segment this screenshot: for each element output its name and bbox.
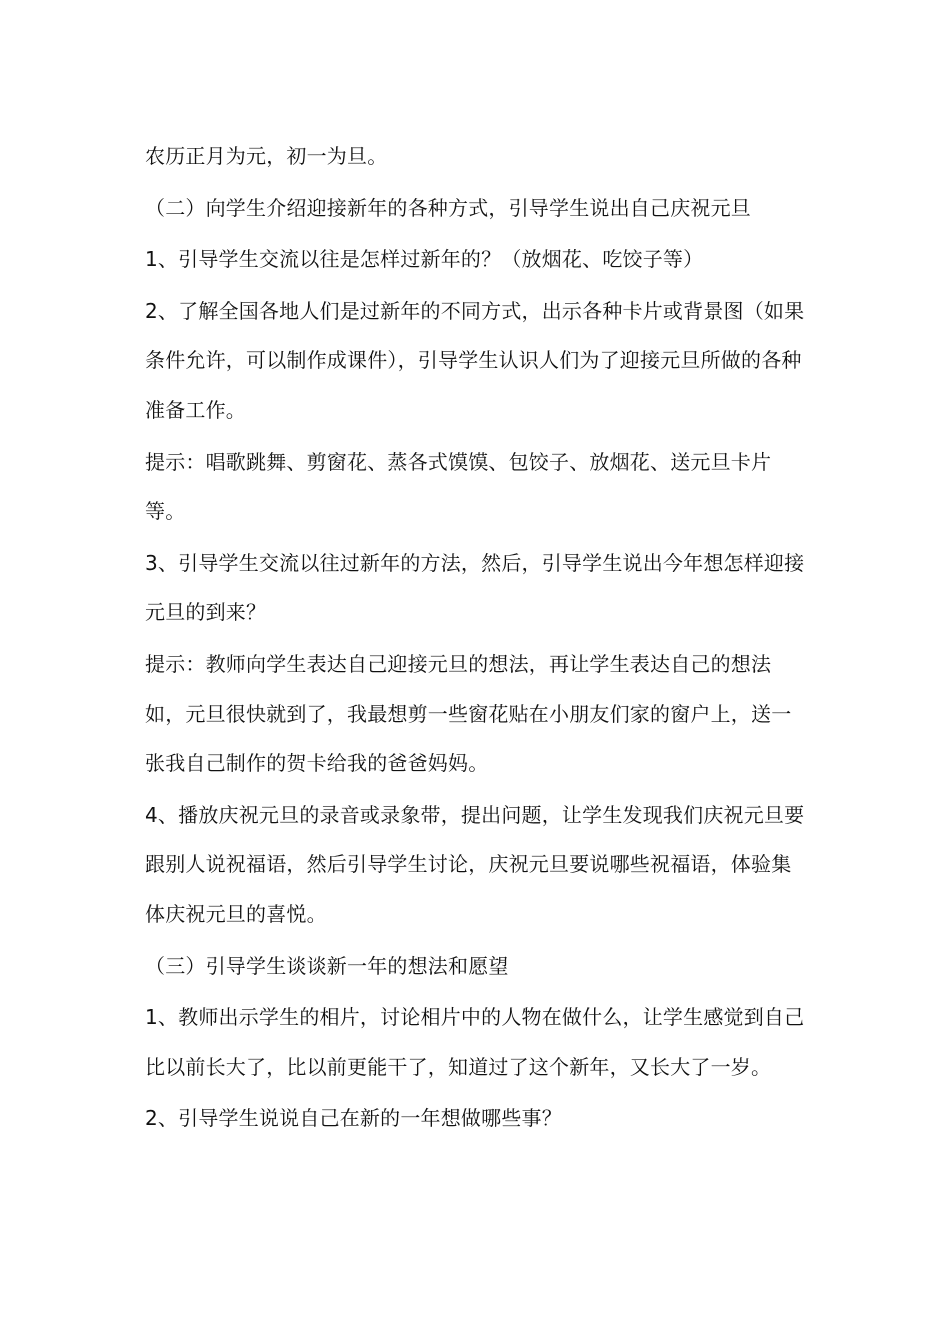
section-heading-3: （三）引导学生谈谈新一年的想法和愿望	[145, 953, 509, 978]
list-item-2: 2、了解全国各地人们是过新年的不同方式，出示各种卡片或背景图（如果条件允许，可以制作成课件），引导学生认识人们为了迎接元旦所做的各种准备工作。	[145, 298, 805, 422]
hint-paragraph-2: 提示：教师向学生表达自己迎接元旦的想法，再让学生表达自己的想法如，元旦很快就到了，我最想剪一些窗花贴在小朋友们家的窗户上，送一张我自己制作的贺卡给我的爸爸妈妈。	[145, 651, 792, 776]
hint-paragraph-1: 提示：唱歌跳舞、剪窗花、蒸各式馍馍、包饺子、放烟花、送元旦卡片等。	[145, 449, 772, 524]
list-item-1: 1、引导学生交流以往是怎样过新年的？（放烟花、吃饺子等）	[145, 247, 704, 272]
list-item-3: 3、引导学生交流以往过新年的方法，然后，引导学生说出今年想怎样迎接元旦的到来？	[145, 550, 805, 625]
list-item-6: 2、引导学生说说自己在新的一年想做哪些事？	[145, 1106, 562, 1131]
document-body	[145, 132, 810, 1146]
section-heading-2: （二）向学生介绍迎接新年的各种方式，引导学生说出自己庆祝元旦	[145, 195, 751, 220]
list-item-4: 4、播放庆祝元旦的录音或录象带，提出问题，让学生发现我们庆祝元旦要跟别人说祝福语，然后引导学生讨论，庆祝元旦要说哪些祝福语，体验集体庆祝元旦的喜悦。	[145, 802, 805, 926]
paragraph-intro: 农历正月为元，初一为旦。	[145, 144, 388, 168]
list-item-5: 1、教师出示学生的相片，讨论相片中的人物在做什么，让学生感觉到自己比以前长大了，比以前更能干了，知道过了这个新年，又长大了一岁。	[145, 1005, 805, 1079]
